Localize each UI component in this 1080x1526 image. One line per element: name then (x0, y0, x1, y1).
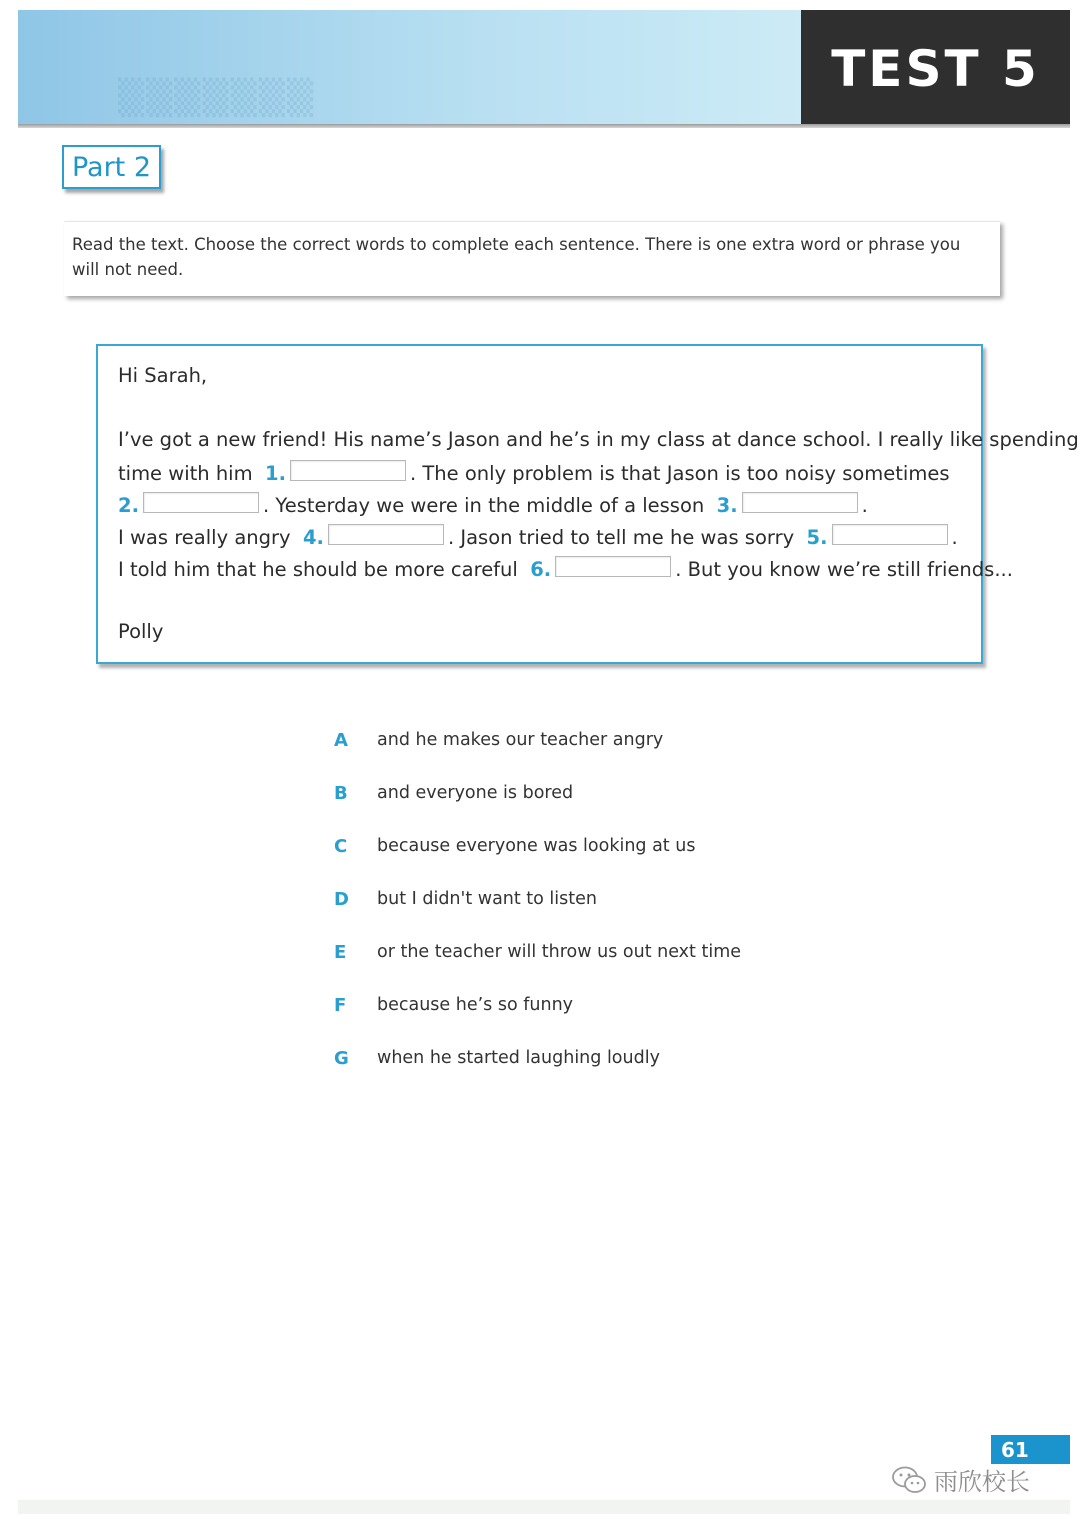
option-letter: G (334, 1048, 349, 1069)
option-letter: F (334, 995, 347, 1016)
option-text: when he started laughing loudly (377, 1048, 660, 1068)
option-text: but I didn't want to listen (377, 889, 597, 909)
page-number-badge (991, 1435, 1070, 1464)
option-text: because he’s so funny (377, 995, 574, 1015)
gap-number-1: 1. (265, 462, 286, 485)
letter-text: I was really angry (118, 526, 291, 549)
gap-number-3: 3. (716, 494, 738, 517)
page-number: 61 (1001, 1437, 1029, 1462)
test-title-box (801, 10, 1070, 124)
option-text: and he makes our teacher angry (377, 730, 664, 750)
answer-gap-4[interactable] (328, 524, 444, 545)
watermark-text: 雨欣校长 (934, 1468, 1030, 1496)
letter-text: time with him (118, 462, 253, 485)
letter-greeting: Hi Sarah, (118, 364, 208, 387)
answer-gap-6[interactable] (555, 556, 671, 577)
answer-gap-3[interactable] (742, 492, 858, 513)
letter-line-2 (118, 460, 950, 485)
option-letter: D (334, 889, 349, 910)
gap-number-4: 4. (302, 526, 324, 549)
option-letter: E (334, 942, 347, 963)
test-title: TEST 5 (831, 40, 1040, 98)
gap-number-6: 6. (530, 558, 552, 581)
letter-line-3 (118, 492, 868, 517)
answer-gap-5[interactable] (832, 524, 948, 545)
answer-gap-2[interactable] (143, 492, 259, 513)
letter-line-5 (118, 556, 1013, 581)
letter-text: . Yesterday we were in the middle of a lesson (262, 494, 705, 517)
letter-text: . (861, 494, 868, 517)
letter-text: . The only problem is that Jason is too noisy sometimes (410, 462, 950, 485)
letter-text: . (951, 526, 958, 549)
banner-background-texture: ▒▒▒▒▒▒▒ (118, 78, 316, 118)
answer-gap-1[interactable] (290, 460, 406, 481)
letter-line-4 (118, 524, 958, 549)
wechat-icon (890, 1465, 928, 1495)
letter-text: I told him that he should be more careful (118, 558, 518, 581)
watermark (890, 1462, 1030, 1497)
letter-box (96, 344, 1079, 664)
option-text: and everyone is bored (377, 783, 574, 803)
option-letter: B (334, 783, 348, 804)
option-letter: C (334, 836, 348, 857)
letter-text: . Jason tried to tell me he was sorry (447, 526, 795, 549)
letter-text: . But you know we’re still friends... (675, 558, 1013, 581)
gap-number-5: 5. (806, 526, 828, 549)
instructions-panel (64, 221, 1000, 296)
gap-number-2: 2. (118, 494, 139, 517)
letter-line-1: I’ve got a new friend! His name’s Jason and he’s in my class at dance school. I really like spending (118, 428, 1079, 451)
option-text: because everyone was looking at us (377, 836, 696, 856)
option-text: or the teacher will throw us out next time (377, 942, 742, 962)
part-label: Part 2 (71, 151, 152, 183)
option-letter: A (334, 730, 348, 751)
header-divider (18, 124, 1070, 128)
letter-signoff: Polly (118, 620, 164, 643)
part-label-box (62, 145, 161, 189)
instructions-text: Read the text. Choose the correct words to complete each sentence. There is one extra word or phrase you will not need. (72, 235, 961, 279)
bottom-edge (18, 1500, 1070, 1514)
